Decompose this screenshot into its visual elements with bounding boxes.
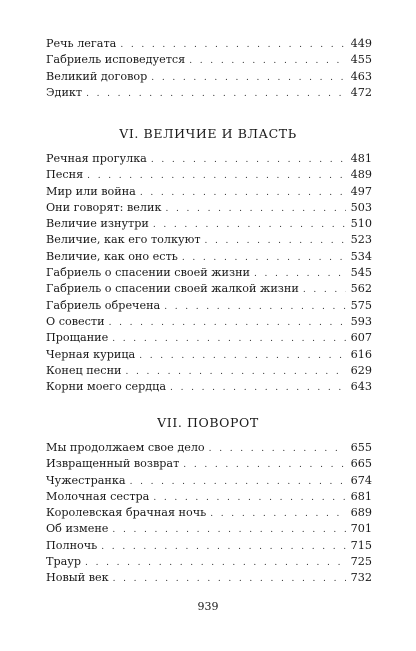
toc-leader-dots [112,331,346,347]
toc-entry-page: 629 [350,363,372,377]
toc-entry [46,232,372,248]
toc-entry [46,281,372,297]
toc-entry-title: Величие изнутри [46,217,149,231]
toc-entry-page: 593 [350,314,372,328]
toc-leader-dots [151,152,346,168]
toc-entry-page: 725 [350,555,372,569]
toc-leader-dots [183,457,346,473]
toc-entry [46,363,372,379]
toc-entry-page: 732 [350,571,372,585]
toc-entry [46,216,372,232]
toc-entry [46,347,372,363]
toc-leader-dots [182,250,346,266]
toc-entry-title: Речь легата [46,37,117,50]
toc-leader-dots [139,348,346,364]
toc-entry-title: Габриель о спасении своей жизни [46,266,250,280]
toc-entry-page: 534 [350,249,372,263]
toc-entry-title: Мы продолжаем свое дело [46,441,205,454]
toc-entry-page: 643 [350,380,372,394]
toc-entry-title: Конец песни [46,363,122,377]
toc-leader-dots [170,380,346,396]
toc-leader-dots [254,266,346,282]
toc-leader-dots [125,364,346,380]
toc-leader-dots [140,185,346,201]
toc-entry-page: 674 [350,473,372,487]
section-heading-7: VII. ПОВОРОТ [157,415,259,430]
toc-leader-dots [109,315,346,331]
page-number: 939 [197,600,219,613]
toc-entry-page: 489 [350,168,372,182]
toc-entry-title: Траур [46,555,82,569]
toc-entry-title: Чужестранка [46,473,126,487]
toc-leader-dots [151,70,346,86]
toc-entry-title: Королевская брачная ночь [46,506,207,520]
toc-leader-dots [112,522,346,538]
toc-entry [46,298,372,314]
toc-leader-dots [120,37,346,53]
toc-leader-dots [87,168,346,184]
toc-entry-title: Речная прогулка [46,152,147,165]
toc-entry [46,521,372,537]
toc-entry [46,265,372,281]
toc-list-section-6 [46,151,372,395]
toc-entry-title: Габриель о спасении своей жалкой жизни [46,282,299,296]
toc-entry-page: 463 [350,69,372,83]
toc-leader-dots [130,474,346,490]
toc-entry-page: 665 [350,457,372,471]
toc-entry-page: 472 [350,85,372,99]
toc-entry-title: О совести [46,314,105,328]
toc-leader-dots [189,53,346,69]
toc-entry-title: Они говорят: велик [46,200,162,214]
toc-entry-title: Об измене [46,522,109,536]
toc-entry-page: 715 [350,538,372,552]
toc-entry [46,440,372,456]
toc-leader-dots [86,86,346,102]
toc-entry-title: Эдикт [46,85,83,99]
toc-leader-dots [85,555,346,571]
toc-entry [46,473,372,489]
toc-entry-page: 510 [350,217,372,231]
toc-entry-title: Песня [46,168,84,182]
toc-entry [46,249,372,265]
toc-entry-title: Величие, как его толкуют [46,233,201,247]
toc-entry [46,456,372,472]
toc-entry [46,570,372,586]
toc-entry-title: Прощание [46,331,109,345]
toc-entry [46,314,372,330]
toc-entry [46,36,372,52]
toc-entry-title: Извращенный возврат [46,457,180,471]
toc-entry [46,151,372,167]
toc-leader-dots [165,201,346,217]
toc-entry-page: 545 [350,266,372,280]
toc-entry [46,330,372,346]
toc-entry [46,489,372,505]
toc-leader-dots [205,233,346,249]
toc-entry-page: 497 [350,184,372,198]
toc-entry-title: Черная курица [46,347,136,361]
toc-entry [46,184,372,200]
toc-entry-page: 681 [350,489,372,503]
toc-entry-title: Корни моего сердца [46,380,167,394]
toc-entry-title: Молочная сестра [46,489,150,503]
toc-entry-title: Габриель исповедуется [46,53,186,67]
toc-entry [46,69,372,85]
toc-entry [46,52,372,68]
toc-entry-page: 616 [350,347,372,361]
toc-entry-page: 523 [350,233,372,247]
toc-entry [46,505,372,521]
toc-entry-page: 701 [350,522,372,536]
toc-entry-page: 449 [350,37,372,50]
toc-list-top [46,36,372,101]
toc-entry [46,85,372,101]
toc-entry [46,167,372,183]
toc-leader-dots [210,506,346,522]
toc-entry-page: 455 [350,53,372,67]
section-heading-6: VI. ВЕЛИЧИЕ И ВЛАСТЬ [119,126,297,141]
toc-entry [46,554,372,570]
toc-entry-title: Новый век [46,571,109,585]
toc-entry-page: 689 [350,506,372,520]
toc-list-section-7 [46,440,372,587]
toc-leader-dots [113,571,346,587]
toc-entry [46,200,372,216]
toc-entry-page: 607 [350,331,372,345]
toc-leader-dots [153,217,346,233]
toc-entry [46,379,372,395]
toc-entry [46,538,372,554]
toc-entry-page: 503 [350,200,372,214]
toc-entry-page: 481 [350,152,372,165]
toc-entry-title: Полночь [46,538,98,552]
toc-entry-title: Величие, как оно есть [46,249,178,263]
toc-entry-title: Великий договор [46,69,148,83]
toc-leader-dots [101,539,346,555]
toc-entry-page: 562 [350,282,372,296]
toc-entry-title: Мир или война [46,184,136,198]
toc-leader-dots [153,490,346,506]
toc-leader-dots [209,441,346,457]
toc-entry-title: Габриель обречена [46,298,161,312]
toc-leader-dots [303,282,346,298]
toc-leader-dots [164,299,346,315]
toc-entry-page: 655 [350,441,372,454]
toc-entry-page: 575 [350,298,372,312]
